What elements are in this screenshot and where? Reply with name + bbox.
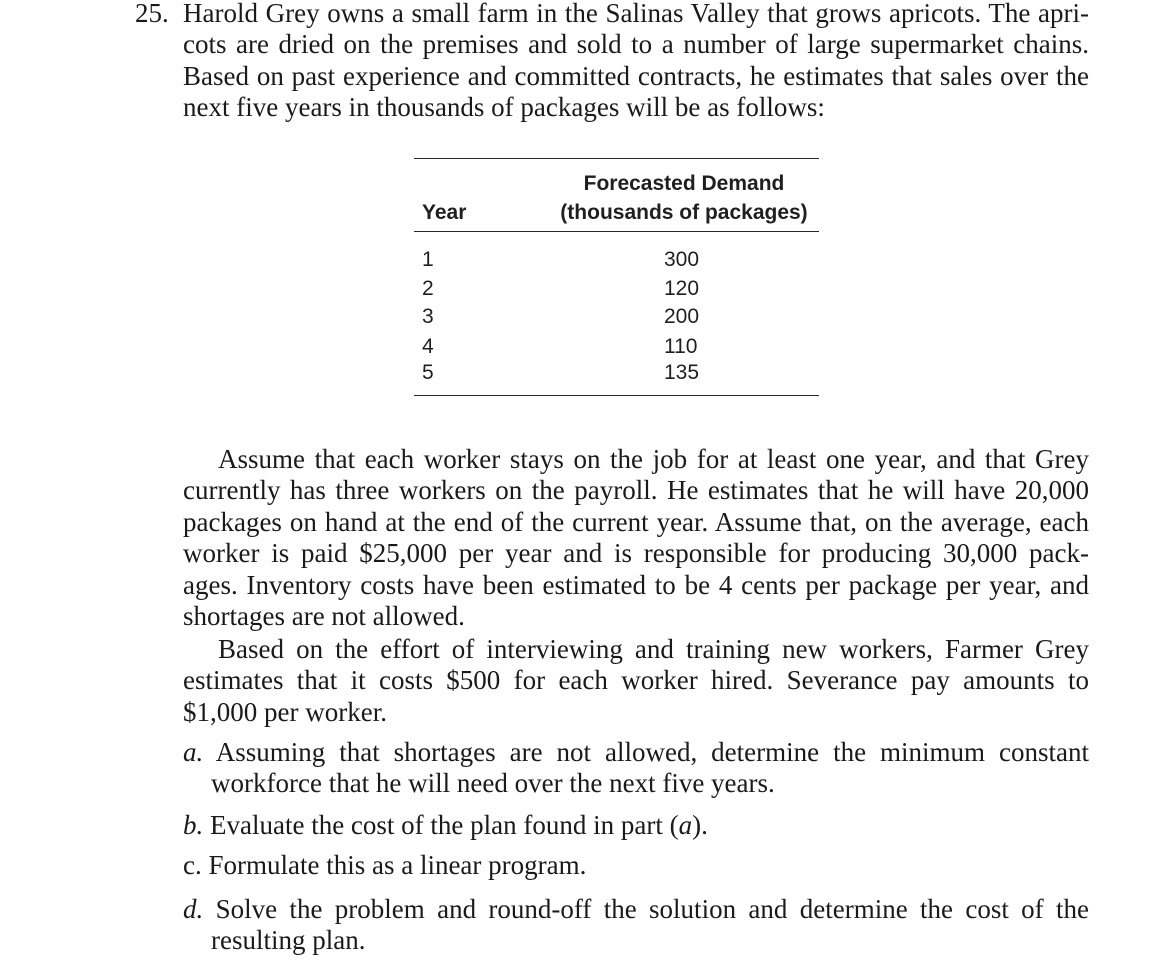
part-b-text-after: ).: [692, 810, 708, 840]
part-a-text: Assuming that shortages are not allowed, determine the minimum constant workforce that he will need over the next five years.: [211, 737, 1090, 799]
problem-intro: Harold Grey owns a small farm in the Salinas Valley that grows apricots. The apri- cots are dried on the premises and sold to a number of large supermarket chains. Based on past experience and committed contracts, he estimates that sales over the next five years in thousands of packages will be as follows:: [183, 0, 1089, 123]
question-part-b: [183, 810, 1089, 841]
table-cell-year: 5: [422, 361, 434, 384]
part-b-text-before: Evaluate the cost of the plan found in part (: [210, 810, 679, 840]
demand-table: [414, 156, 819, 397]
part-letter-c: c.: [183, 850, 202, 880]
column-header-year: Year: [422, 201, 467, 224]
table-cell-year: 2: [422, 277, 434, 300]
table-top-rule: [414, 158, 819, 159]
paragraph-assumptions: Assume that each worker stays on the job for at least one year, and that Grey currently has three workers on the payroll. He estimates that he will have 20,000 packages on hand at the end of the current year. Assume that, on the average, each worker is paid $25,000 per year and is responsible for producing 30,000 pack- ages. Inventory costs have been estimated to be 4 cents per package per year, and shortages are not allowed.: [183, 444, 1089, 632]
column-header-demand-line1: Forecasted Demand: [583, 172, 785, 195]
part-letter-a: a.: [183, 737, 204, 767]
table-cell-demand: 300: [664, 248, 700, 271]
table-cell-year: 3: [422, 305, 434, 328]
table-cell-year: 4: [422, 335, 434, 358]
table-cell-demand: 110: [664, 335, 698, 358]
part-b-reference: a: [678, 810, 693, 840]
table-cell-demand: 135: [664, 361, 700, 384]
column-header-demand: [544, 169, 824, 227]
table-cell-year: 1: [422, 248, 434, 271]
table-header-rule: [414, 231, 819, 232]
question-part-c: [183, 850, 1089, 881]
table-cell-demand: 200: [664, 305, 700, 328]
column-header-demand-line2: (thousands of packages): [560, 201, 808, 224]
part-letter-d: d.: [183, 894, 204, 924]
question-part-d: [183, 894, 1089, 957]
table-cell-demand: 120: [664, 277, 700, 300]
problem-number: 25.: [135, 0, 169, 28]
question-part-a: [183, 737, 1089, 800]
part-d-text: Solve the problem and round-off the solution and determine the cost of the resulting plan.: [211, 894, 1089, 956]
part-letter-b: b.: [183, 810, 204, 840]
table-bottom-rule: [414, 395, 819, 396]
part-c-text: Formulate this as a linear program.: [208, 850, 587, 880]
paragraph-hiring-costs: Based on the effort of interviewing and training new workers, Farmer Grey estimates that it costs $500 for each worker hired. Severance pay amounts to $1,000 per worker.: [183, 634, 1089, 727]
